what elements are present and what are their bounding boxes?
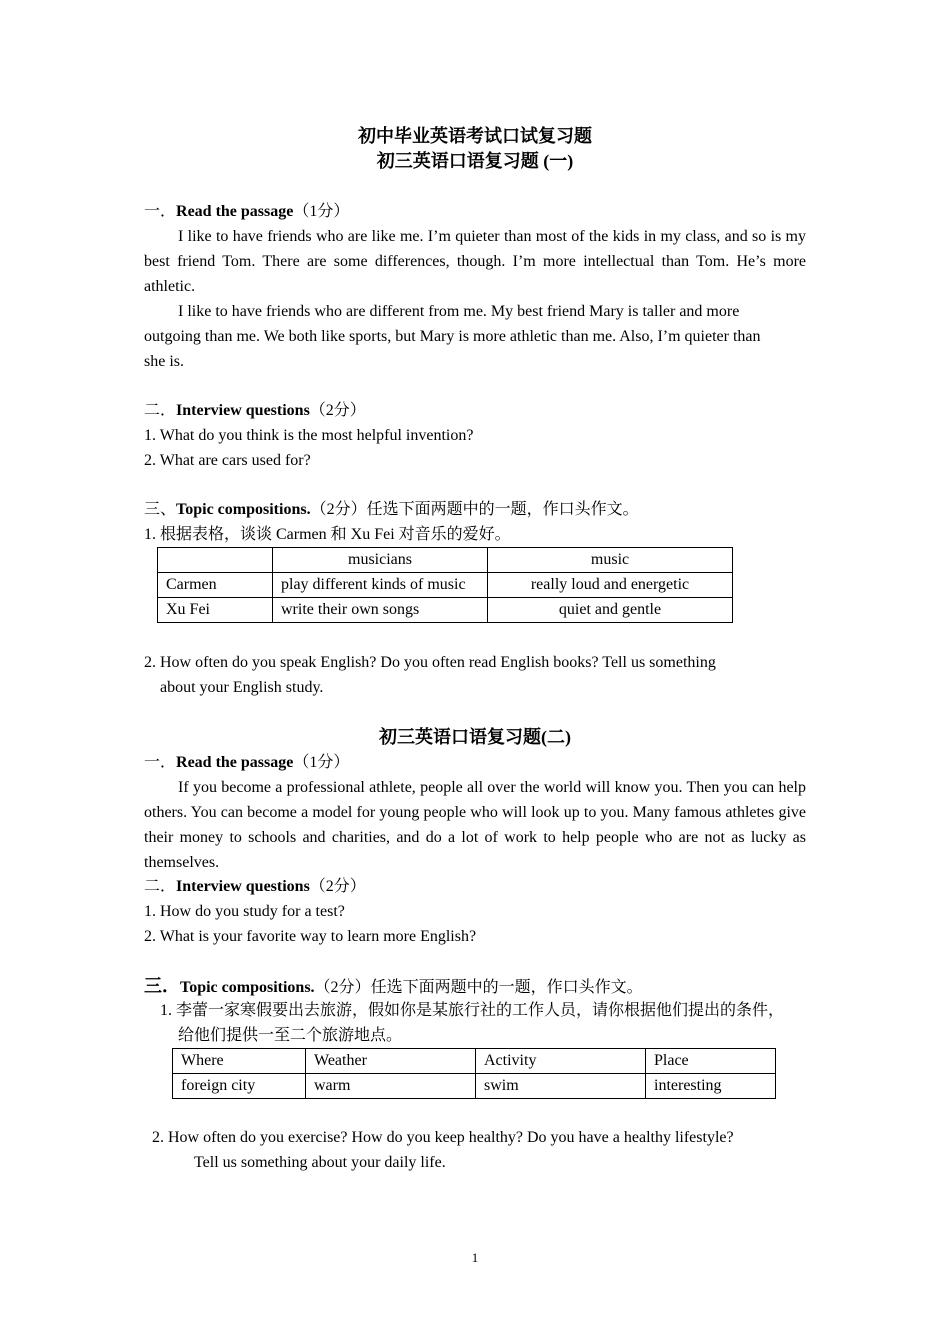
- s2-question-1: 1. How do you study for a test?: [144, 903, 345, 920]
- table-cell: play different kinds of music: [273, 573, 488, 598]
- table-row: [158, 573, 733, 598]
- table-cell: [158, 548, 273, 573]
- s2-topic-heading: 三．Topic compositions.（2分）任选下面两题中的一题，作口头作文。: [144, 976, 643, 996]
- s1-topic-heading: 三、Topic compositions.（2分）任选下面两题中的一题，作口头作文。: [144, 501, 639, 518]
- table-cell: Carmen: [158, 573, 273, 598]
- table-row: [158, 598, 733, 623]
- table-cell: write their own songs: [273, 598, 488, 623]
- table-cell: Xu Fei: [158, 598, 273, 623]
- s2-question-2: 2. What is your favorite way to learn more English?: [144, 928, 477, 945]
- s2-travel-table: [172, 1048, 776, 1099]
- table-cell: Activity: [476, 1049, 646, 1074]
- s1-passage-p2-line3: she is.: [144, 353, 184, 370]
- s2-topic-2-line1: 2. How often do you exercise? How do you keep healthy? Do you have a healthy lifestyle?: [152, 1129, 734, 1146]
- table-cell: foreign city: [173, 1074, 306, 1099]
- table-header-row: [173, 1049, 776, 1074]
- s1-music-table: [157, 547, 733, 623]
- s1-topic-1: 1. 根据表格，谈谈 Carmen 和 Xu Fei 对音乐的爱好。: [144, 526, 511, 543]
- section2-title: 初三英语口语复习题(二): [379, 727, 571, 747]
- section1-title: 初三英语口语复习题 (一): [376, 151, 574, 171]
- s2-topic-2-line2: Tell us something about your daily life.: [194, 1154, 446, 1171]
- s1-question-2: 2. What are cars used for?: [144, 452, 311, 469]
- s1-passage-p1: I like to have friends who are like me. I’m quieter than most of the kids in my class, and so is my best friend Tom. There are some differences, though. I’m more intellectual than Tom. He’s more athletic.: [144, 228, 806, 295]
- s1-passage-p2-line1: I like to have friends who are different from me. My best friend Mary is taller and more: [178, 303, 740, 320]
- table-cell: swim: [476, 1074, 646, 1099]
- s2-passage: If you become a professional athlete, people all over the world will know you. Then you can help others. You can become a model for young people who will look up to you. Many famous athletes give their money to schools and charities, and do a lot of work to help people who are not as lucky as themselves.: [144, 779, 806, 871]
- s1-topic-2-line2: about your English study.: [160, 679, 324, 696]
- doc-title: 初中毕业英语考试口试复习题: [358, 126, 592, 146]
- table-cell: music: [488, 548, 733, 573]
- table-cell: Where: [173, 1049, 306, 1074]
- s1-question-1: 1. What do you think is the most helpful invention?: [144, 427, 474, 444]
- s1-passage-p2-line2: outgoing than me. We both like sports, but Mary is more athletic than me. Also, I’m quieter than: [144, 328, 761, 345]
- s2-read-heading: 一．Read the passage（1分）: [144, 754, 350, 771]
- table-cell: really loud and energetic: [488, 573, 733, 598]
- table-cell: quiet and gentle: [488, 598, 733, 623]
- s2-interview-heading: 二．Interview questions（2分）: [144, 878, 366, 895]
- table-cell: musicians: [273, 548, 488, 573]
- table-cell: warm: [306, 1074, 476, 1099]
- table-cell: interesting: [646, 1074, 776, 1099]
- table-cell: Place: [646, 1049, 776, 1074]
- s1-topic-2-line1: 2. How often do you speak English? Do you often read English books? Tell us something: [144, 654, 716, 671]
- s2-topic-1-line2: 给他们提供一至二个旅游地点。: [178, 1027, 403, 1044]
- s1-read-heading: 一．Read the passage（1分）: [144, 203, 350, 220]
- s2-topic-1-line1: 1. 李蕾一家寒假要出去旅游，假如你是某旅行社的工作人员，请你根据他们提出的条件，: [160, 1002, 785, 1019]
- page-number: 1: [471, 1250, 479, 1265]
- table-cell: Weather: [306, 1049, 476, 1074]
- table-header-row: [158, 548, 733, 573]
- table-row: [173, 1074, 776, 1099]
- s1-interview-heading: 二．Interview questions（2分）: [144, 402, 366, 419]
